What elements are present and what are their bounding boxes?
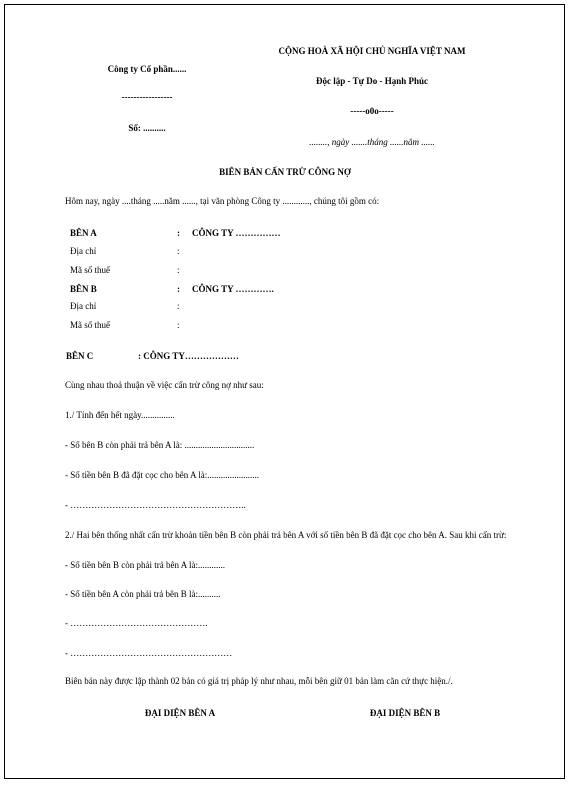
- party-a-tax-label: Mã số thuế: [70, 265, 110, 275]
- closing-text: Biên bản này được lập thành 02 bản có giá trị pháp lý như nhau, mỗi bên giữ 01 bản làm căn cứ thực hiện./.: [65, 676, 453, 686]
- party-a-colon: :: [177, 228, 180, 238]
- party-a-label: BÊN A: [70, 228, 97, 238]
- intro-text: Hôm nay, ngày ....tháng .....năm ......, tại văn phòng Công ty ............, chúng tôi gồm có:: [65, 196, 380, 206]
- party-b-company: CÔNG TY ………….: [192, 284, 274, 294]
- party-c-label: BÊN C: [66, 351, 94, 361]
- document-title: BIÊN BẢN CẤN TRỪ CÔNG NỢ: [219, 167, 351, 177]
- party-b-address-colon: :: [177, 301, 180, 311]
- agreement-text: Cùng nhau thoả thuận về việc cấn trừ công nợ như sau:: [65, 380, 264, 390]
- national-title: CỘNG HOÀ XÃ HỘI CHỦ NGHĨA VIỆT NAM: [278, 46, 466, 56]
- party-b-tax-label: Mã số thuế: [70, 320, 110, 330]
- company-name: Công ty Cổ phần......: [107, 64, 187, 74]
- signature-party-b: ĐẠI DIỆN BÊN B: [369, 708, 441, 718]
- party-b-tax-colon: :: [177, 320, 180, 330]
- party-b-label: BÊN B: [70, 284, 97, 294]
- national-motto: Độc lập - Tự Do - Hạnh Phúc: [316, 76, 428, 86]
- party-c-company: : CÔNG TY………………: [138, 351, 239, 361]
- section2-line3: - ……………………………………….: [65, 618, 208, 628]
- page-frame: [4, 4, 565, 779]
- section1-line1: - Số bên B còn phải trả bên A là: ...............................: [65, 440, 255, 450]
- document-number: Số: ..........: [128, 123, 166, 133]
- party-b-address-label: Địa chỉ: [70, 301, 97, 311]
- company-underline: -----------------: [121, 92, 173, 102]
- signature-party-a: ĐẠI DIỆN BÊN A: [144, 708, 216, 718]
- party-a-tax-colon: :: [177, 265, 180, 275]
- document-date: ........, ngày .......tháng ......năm ......: [309, 137, 435, 147]
- section2-line1: - Số tiền bên B còn phải trả bên A là:............: [65, 560, 225, 570]
- section2-line2: - Số tiền bên A còn phải trả bên B là:..........: [65, 589, 221, 599]
- section2-line4: - ………………………………………………: [65, 648, 233, 658]
- party-a-address-label: Địa chỉ: [70, 246, 97, 256]
- section1-line3: - …………………………………………………..: [65, 500, 246, 510]
- party-a-company: CÔNG TY ……………: [192, 228, 281, 238]
- header-separator: -----o0o-----: [350, 106, 394, 116]
- section1-line2: - Số tiền bên B đã đặt cọc cho bên A là:.......................: [65, 470, 259, 480]
- section1-heading: 1./ Tính đến hết ngày...............: [65, 410, 175, 420]
- party-b-colon: :: [177, 284, 180, 294]
- party-a-address-colon: :: [177, 246, 180, 256]
- section2-heading: 2./ Hai bên thống nhất cấn trừ khoản tiền bên B còn phải trả bên A với số tiền bên B đã đặt cọc cho bên A. Sau khi cấn trừ:: [65, 530, 507, 540]
